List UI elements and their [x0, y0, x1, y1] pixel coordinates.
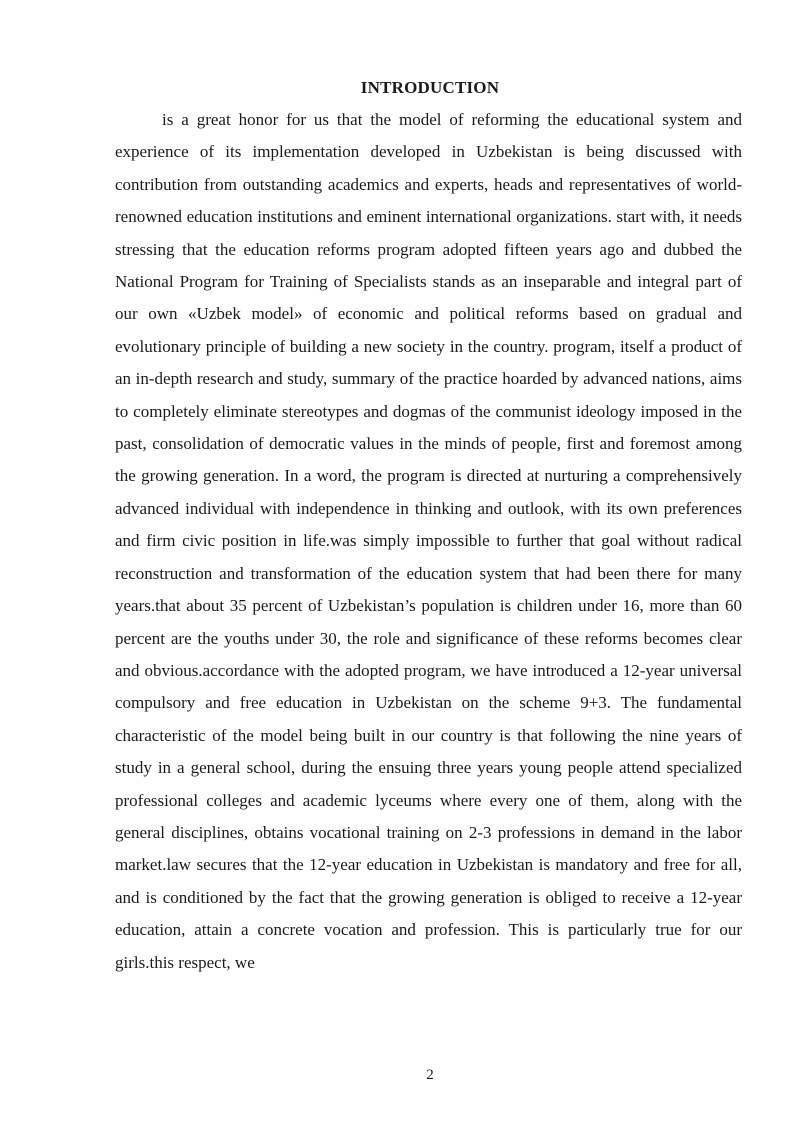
page-number: 2: [426, 1067, 434, 1083]
page-title: INTRODUCTION: [360, 78, 500, 97]
body-paragraph: is a great honor for us that the model of reforming the educational system and experience of its implementation developed in Uzbekistan is being discussed with contribution from outstanding academics and experts, heads and representatives of world-renowned education institutions and eminent international organizations. start with, it needs stressing that the education reforms program adopted fifteen years ago and dubbed the National Program for Training of Specialists stands as an inseparable and integral part of our own «Uzbek model» of economic and political reforms based on gradual and evolutionary principle of building a new society in the country. program, itself a product of an in-depth research and study, summary of the practice hoarded by advanced nations, aims to completely eliminate stereotypes and dogmas of the communist ideology imposed in the past, consolidation of democratic values in the minds of people, first and foremost among the growing generation. In a word, the program is directed at nurturing a comprehensively advanced individual with independence in thinking and outlook, with its own preferences and firm civic position in life.was simply impossible to further that goal without radical reconstruction and transformation of the education system that had been there for many years.that about 35 percent of Uzbekistan’s population is children under 16, more than 60 percent are the youths under 30, the role and significance of these reforms becomes clear and obvious.accordance with the adopted program, we have introduced a 12-year universal compulsory and free education in Uzbekistan on the scheme 9+3. The fundamental characteristic of the model being built in our country is that following the nine years of study in a general school, during the ensuing three years young people attend specialized professional colleges and academic lyceums where every one of them, along with the general disciplines, obtains vocational training on 2-3 professions in demand in the labor market.law secures that the 12-year education in Uzbekistan is mandatory and free for all, and is conditioned by the fact that the growing generation is obliged to receive a 12-year education, attain a concrete vocation and profession. This is particularly true for our girls.this respect, we: [115, 110, 742, 972]
